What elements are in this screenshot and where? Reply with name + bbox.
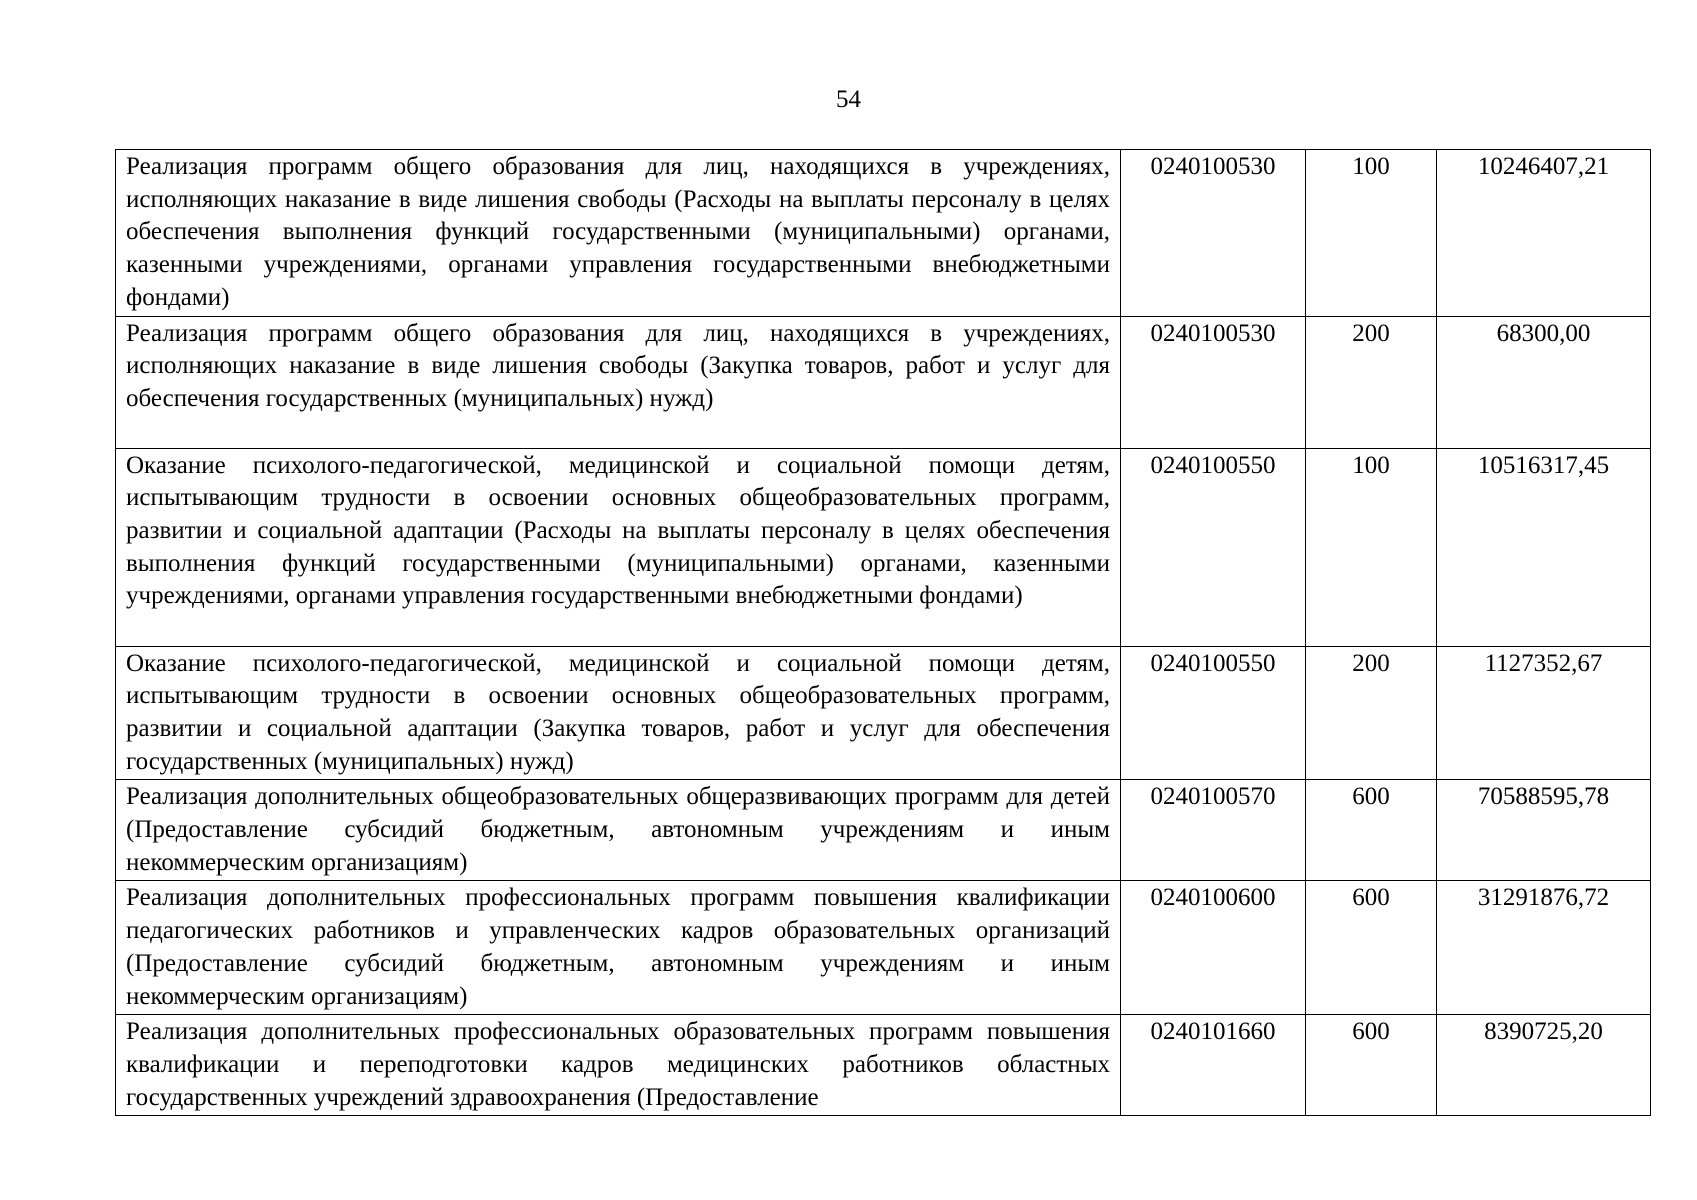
row-target-code: 0240100530 <box>1121 316 1306 448</box>
row-target-code: 0240100550 <box>1121 448 1306 646</box>
row-expense-type: 600 <box>1306 780 1437 881</box>
row-target-code: 0240101660 <box>1121 1015 1306 1116</box>
row-amount: 68300,00 <box>1437 316 1651 448</box>
row-target-code: 0240100600 <box>1121 881 1306 1015</box>
row-description: Реализация дополнительных профессиональных программ повышения квалификации педагогических работников и управленческих кадров образовательных организаций (Предоставление субсидий бюджетным, автономным учреждениям и иным некоммерческим организациям) <box>116 881 1121 1015</box>
row-amount: 10246407,21 <box>1437 150 1651 317</box>
table-row <box>116 1015 1651 1116</box>
row-expense-type: 100 <box>1306 448 1437 646</box>
row-target-code: 0240100550 <box>1121 646 1306 780</box>
row-amount: 1127352,67 <box>1437 646 1651 780</box>
table-row <box>116 881 1651 1015</box>
row-description: Реализация дополнительных общеобразовательных общеразвивающих программ для детей (Предоставление субсидий бюджетным, автономным учреждениям и иным некоммерческим организациям) <box>116 780 1121 881</box>
table-row <box>116 646 1651 780</box>
row-description: Реализация программ общего образования для лиц, находящихся в учреждениях, исполняющих наказание в виде лишения свободы (Расходы на выплаты персоналу в целях обеспечения выполнения функций государственными (муниципальными) органами, казенными учреждениями, органами управления государственными внебюджетными фондами) <box>116 150 1121 317</box>
row-amount: 70588595,78 <box>1437 780 1651 881</box>
row-expense-type: 600 <box>1306 881 1437 1015</box>
row-amount: 31291876,72 <box>1437 881 1651 1015</box>
row-expense-type: 600 <box>1306 1015 1437 1116</box>
row-amount: 10516317,45 <box>1437 448 1651 646</box>
row-description: Оказание психолого-педагогической, медицинской и социальной помощи детям, испытывающим трудности в освоении основных общеобразовательных программ, развитии и социальной адаптации (Закупка товаров, работ и услуг для обеспечения государственных (муниципальных) нужд) <box>116 646 1121 780</box>
row-expense-type: 200 <box>1306 646 1437 780</box>
row-description: Оказание психолого-педагогической, медицинской и социальной помощи детям, испытывающим трудности в освоении основных общеобразовательных программ, развитии и социальной адаптации (Расходы на выплаты персоналу в целях обеспечения выполнения функций государственными (муниципальными) органами, казенными учреждениями, органами управления государственными внебюджетными фондами) <box>116 448 1121 646</box>
row-target-code: 0240100570 <box>1121 780 1306 881</box>
table-row <box>116 448 1651 646</box>
table-row <box>116 150 1651 317</box>
page-number: 54 <box>836 86 861 113</box>
table-row <box>116 316 1651 448</box>
table-row <box>116 780 1651 881</box>
row-expense-type: 100 <box>1306 150 1437 317</box>
row-amount: 8390725,20 <box>1437 1015 1651 1116</box>
budget-table <box>115 149 1651 1116</box>
row-description: Реализация дополнительных профессиональных образовательных программ повышения квалификации и переподготовки кадров медицинских работников областных государственных учреждений здравоохранения (Предоставление <box>116 1015 1121 1116</box>
row-target-code: 0240100530 <box>1121 150 1306 317</box>
row-description: Реализация программ общего образования для лиц, находящихся в учреждениях, исполняющих наказание в виде лишения свободы (Закупка товаров, работ и услуг для обеспечения государственных (муниципальных) нужд) <box>116 316 1121 448</box>
row-expense-type: 200 <box>1306 316 1437 448</box>
